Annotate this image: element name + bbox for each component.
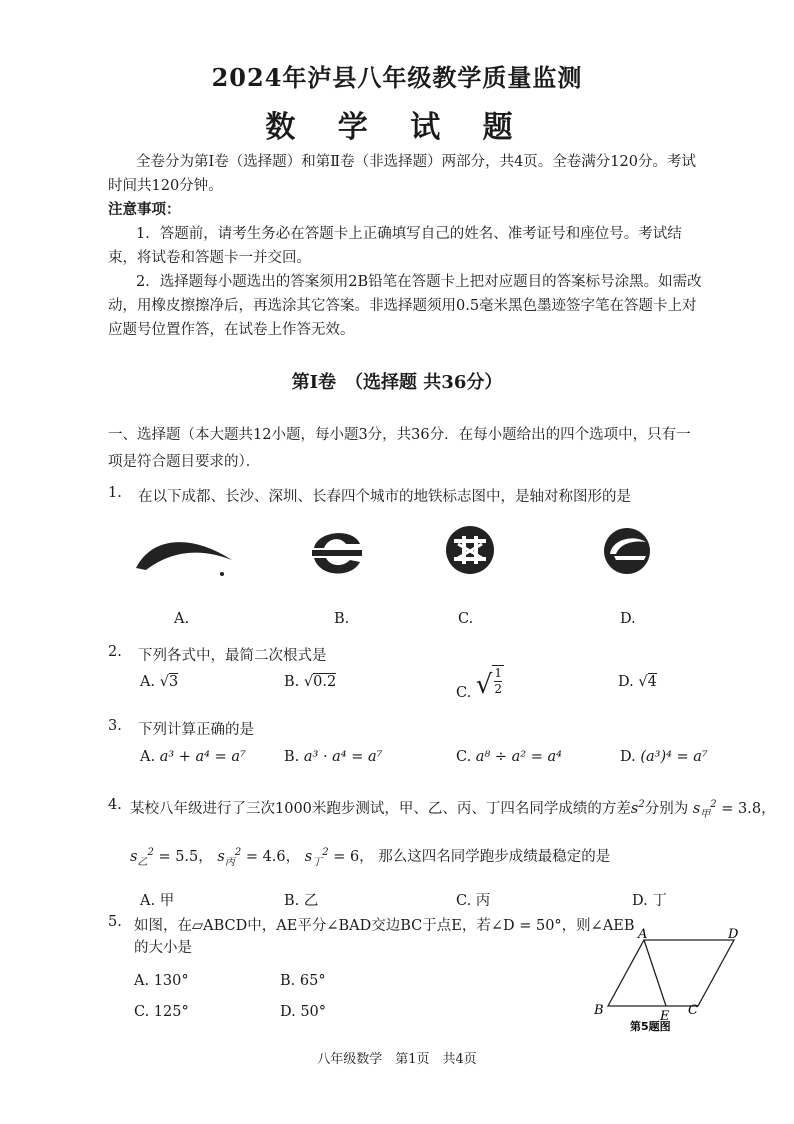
- q4-text1: 某校八年级进行了三次1000米跑步测试，甲、乙、丙、丁四名同学成绩的方差: [130, 801, 631, 817]
- point-b-label: B: [594, 1003, 604, 1018]
- q5-option-d-label: D.: [280, 1004, 296, 1020]
- q5-number: 5.: [108, 914, 122, 930]
- q4-option-d-label: D.: [632, 893, 648, 909]
- q2-c-denominator: 2: [494, 682, 503, 696]
- changsha-metro-logo: [306, 522, 366, 582]
- point-d-label: D: [728, 927, 739, 942]
- q5-option-a-text: 130°: [153, 973, 189, 989]
- q4-option-c-text: 丙: [475, 893, 491, 909]
- q5-option-c-text: 125°: [153, 1004, 189, 1020]
- q2-option-b-label: B.: [284, 674, 300, 690]
- exam-subject: 数 学 试 题: [265, 110, 529, 145]
- q1-option-a-label: A.: [174, 611, 190, 627]
- parallelogram-figure: [588, 926, 748, 1032]
- q2-option-c: [456, 662, 504, 701]
- q4-number: 4.: [108, 797, 122, 813]
- note-item-2: 2．选择题每小题选出的答案须用2B铅笔在答题卡上把对应题目的答案标号涂黑。如需改动，用橡皮擦擦净后，再选涂其它答案。非选择题须用0.5毫米黑色墨迹签字笔在答题卡上对应题号位置作答，在试卷上作答无效。: [108, 274, 702, 338]
- point-e-label: E: [660, 1009, 670, 1024]
- point-c-label: C: [688, 1003, 698, 1018]
- q3-option-d-label: D.: [620, 749, 636, 765]
- q3-option-c: [456, 749, 562, 765]
- s-ding-value: = 6，: [333, 849, 374, 865]
- q2-d-radicand: 4: [647, 674, 657, 690]
- q4-option-d: [632, 889, 667, 910]
- note-item-1: 1．答题前，请考生务必在答题卡上正确填写自己的姓名、准考证号和座位号。考试结束，将试卷和答题卡一并交回。: [108, 226, 682, 266]
- q2-c-numerator: 1: [494, 666, 503, 680]
- q2-option-d: [618, 674, 657, 690]
- q3-option-a-label: A.: [140, 749, 156, 765]
- chengdu-metro-logo: [132, 530, 242, 580]
- q5-option-a: [134, 973, 189, 989]
- s-yi-symbol: $s_乙^2$: [130, 847, 154, 868]
- q4-option-c-label: C.: [456, 893, 472, 909]
- s-jia-value: = 3.8，: [721, 801, 776, 817]
- q5-option-c: [134, 1004, 189, 1020]
- q3-option-a: [140, 749, 246, 765]
- q5-text-line1: 如图，在▱ABCD中，AE平分∠BAD交边BC于点E，若∠D = 50°，则∠AEB: [134, 918, 635, 934]
- q4-option-a: [140, 889, 174, 910]
- q3-option-b: [284, 749, 382, 765]
- q3-option-c-expr: a⁸ ÷ a² = a⁴: [475, 749, 562, 765]
- q2-option-d-label: D.: [618, 674, 634, 690]
- q5-option-d: [280, 1004, 326, 1020]
- q2-option-a: [140, 674, 178, 690]
- q4-text1b: 分别为: [644, 801, 689, 817]
- s-bing-symbol: $s_丙^2$: [217, 847, 242, 868]
- q1-option-c-label: C.: [458, 611, 474, 627]
- s-jia-symbol: $s_甲^2$: [692, 799, 717, 820]
- q2-a-radicand: 3: [168, 674, 179, 690]
- q3-text: 下列计算正确的是: [138, 722, 254, 738]
- shenzhen-metro-logo: [444, 524, 496, 576]
- q4-option-a-label: A.: [140, 893, 156, 909]
- q4-text-line1: [130, 797, 776, 820]
- q4-option-b-label: B.: [284, 893, 300, 909]
- volume-title: 第Ⅰ卷 （选择题 共36分）: [291, 372, 503, 393]
- q3-option-b-label: B.: [284, 749, 300, 765]
- q2-number: 2.: [108, 644, 122, 660]
- q1-number: 1.: [108, 485, 122, 501]
- q2-text: 下列各式中，最简二次根式是: [138, 648, 327, 664]
- q4-text2: 那么这四名同学跑步成绩最稳定的是: [378, 849, 611, 865]
- q3-option-d: [620, 749, 708, 765]
- sqrt-sign: √: [303, 674, 314, 690]
- sqrt-sign: √: [475, 670, 493, 700]
- sqrt-sign: √: [638, 674, 648, 690]
- q3-option-d-expr: (a³)⁴ = a⁷: [640, 749, 708, 765]
- q4-option-a-text: 甲: [159, 893, 175, 909]
- q1-option-d-label: D.: [620, 611, 636, 627]
- exam-title: 2024年泸县八年级教学质量监测: [211, 63, 583, 92]
- q5-text-line2: 的大小是: [134, 940, 192, 956]
- notes-heading: 注意事项：: [108, 201, 181, 218]
- sqrt-sign: √: [159, 674, 169, 690]
- intro-text: 全卷分为第Ⅰ卷（选择题）和第Ⅱ卷（非选择题）两部分，共4页。全卷满分120分。考试时间共120分钟。: [108, 154, 696, 194]
- q4-option-d-text: 丁: [652, 893, 667, 909]
- q2-option-a-label: A.: [140, 674, 156, 690]
- q5-option-d-text: 50°: [300, 1004, 327, 1020]
- q4-option-b: [284, 889, 318, 910]
- q4-option-c: [456, 889, 490, 910]
- q4-option-b-text: 乙: [303, 893, 319, 909]
- q2-option-c-label: C.: [456, 685, 472, 701]
- s-yi-value: = 5.5，: [158, 849, 213, 865]
- figure-caption: 第5题图: [630, 1020, 671, 1032]
- q3-option-a-expr: a³ + a⁴ = a⁷: [159, 749, 246, 765]
- q1-option-b-label: B.: [334, 611, 350, 627]
- q3-number: 3.: [108, 718, 122, 734]
- q5-option-b-text: 65°: [299, 973, 326, 989]
- q4-text-line2: [130, 845, 610, 868]
- q5-option-a-label: A.: [134, 973, 150, 989]
- q5-option-c-label: C.: [134, 1004, 150, 1020]
- changchun-metro-logo: [602, 526, 652, 576]
- q3-option-c-label: C.: [456, 749, 472, 765]
- q5-option-b: [280, 973, 326, 989]
- q1-text: 在以下成都、长沙、深圳、长春四个城市的地铁标志图中，是轴对称图形的是: [138, 489, 631, 505]
- q2-option-b: [284, 674, 336, 690]
- q2-b-radicand: 0.2: [313, 674, 337, 690]
- section-heading: 一、选择题（本大题共12小题，每小题3分，共36分．在每小题给出的四个选项中，只有一项是符合题目要求的）．: [108, 427, 691, 470]
- variance-symbol: $s^2$: [630, 799, 645, 817]
- q3-option-b-expr: a³ · a⁴ = a⁷: [303, 749, 383, 765]
- page-footer: 八年级数学 第1页 共4页: [317, 1052, 477, 1067]
- s-bing-value: = 4.6，: [245, 849, 301, 865]
- s-ding-symbol: $s_丁^2$: [304, 847, 329, 868]
- q5-option-b-label: B.: [280, 973, 296, 989]
- point-a-label: A: [638, 927, 648, 942]
